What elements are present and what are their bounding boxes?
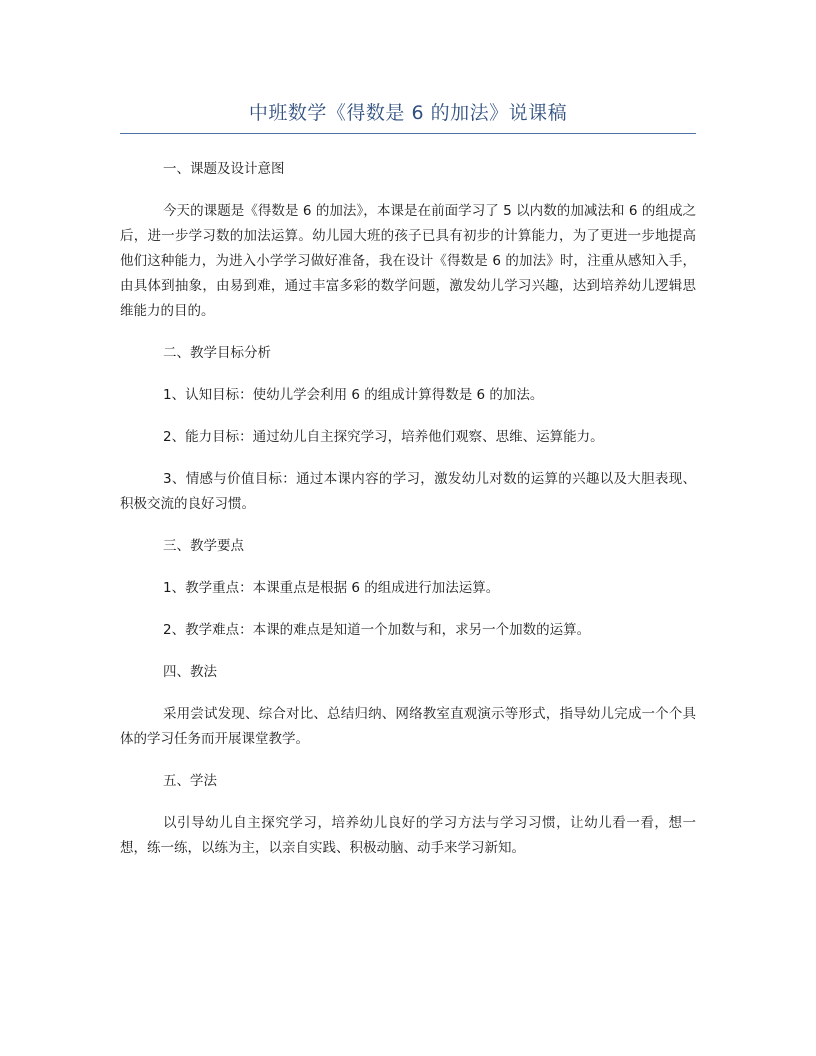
section-heading: 二、教学目标分析 — [163, 345, 271, 361]
document-body — [120, 157, 696, 878]
title-underline — [120, 133, 696, 134]
section-heading: 五、学法 — [163, 773, 217, 789]
section-heading: 三、教学要点 — [163, 538, 244, 554]
body-paragraph: 2、能力目标：通过幼儿自主探究学习，培养他们观察、思维、运算能力。 — [163, 429, 604, 445]
body-paragraph: 以引导幼儿自主探究学习，培养幼儿良好的学习方法与学习习惯，让幼儿看一看，想一想，练一练，以练为主，以亲自实践、积极动脑、动手来学习新知。 — [120, 815, 696, 856]
body-paragraph: 采用尝试发现、综合对比、总结归纳、网络教室直观演示等形式，指导幼儿完成一个个具体的学习任务而开展课堂教学。 — [120, 706, 696, 747]
document-title: 中班数学《得数是 6 的加法》说课稿 — [248, 102, 568, 124]
body-paragraph: 1、认知目标：使幼儿学会利用 6 的组成计算得数是 6 的加法。 — [163, 387, 544, 403]
body-paragraph: 1、教学重点：本课重点是根据 6 的组成进行加法运算。 — [163, 580, 500, 596]
body-paragraph: 2、教学难点：本课的难点是知道一个加数与和，求另一个加数的运算。 — [163, 622, 591, 638]
body-paragraph: 今天的课题是《得数是 6 的加法》，本课是在前面学习了 5 以内数的加减法和 6 的组成之后，进一步学习数的加法运算。幼儿园大班的孩子已具有初步的计算能力，为了更进一步地提高他们这种能力，为进入小学学习做好准备，我在设计《得数是 6 的加法》时，注重从感知入手，由具体到抽象，由易到难，通过丰富多彩的数学问题，激发幼儿学习兴趣，达到培养幼儿逻辑思维能力的目的。 — [120, 203, 696, 319]
section-heading: 四、教法 — [163, 664, 217, 680]
body-paragraph: 3、情感与价值目标：通过本课内容的学习，激发幼儿对数的运算的兴趣以及大胆表现、积极交流的良好习惯。 — [120, 471, 696, 512]
section-heading: 一、课题及设计意图 — [163, 161, 285, 177]
